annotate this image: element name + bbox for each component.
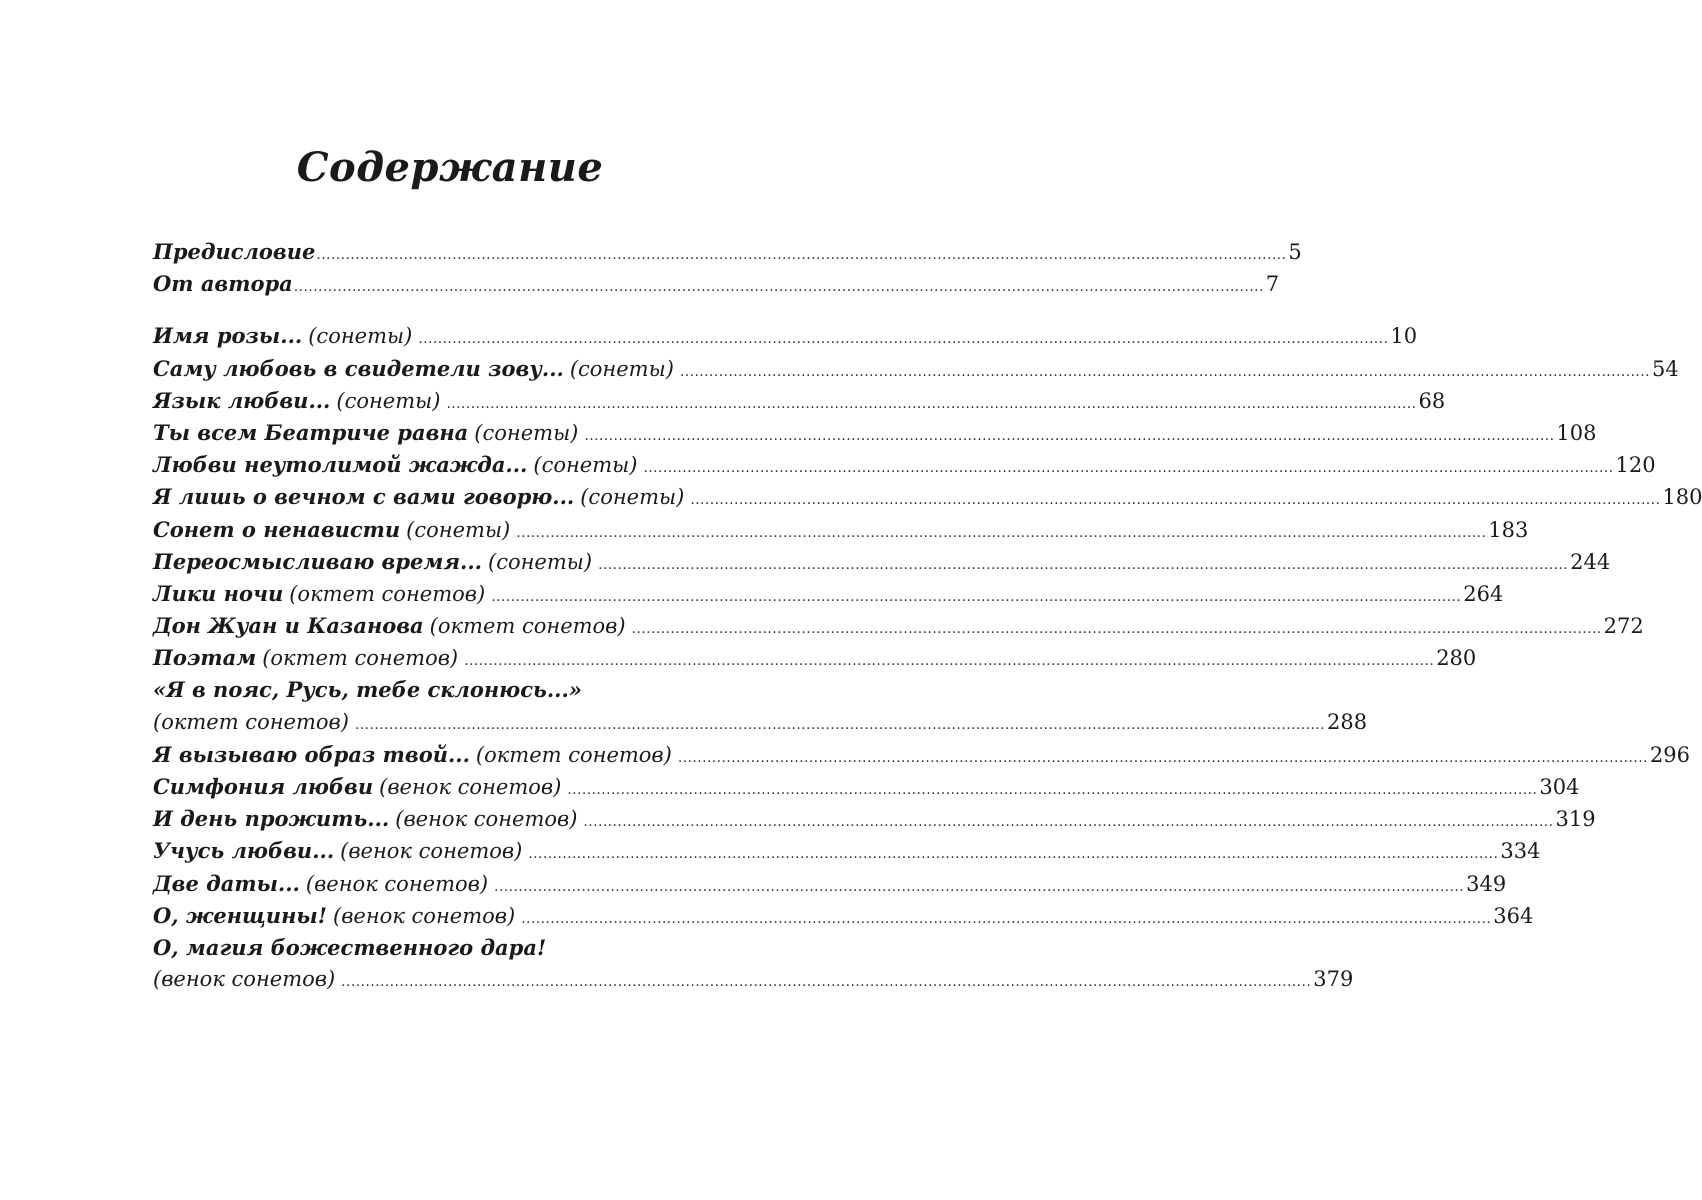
toc-entry-page: 379 bbox=[1313, 967, 1354, 992]
toc-entry-page: 364 bbox=[1493, 903, 1534, 928]
leader-dots: ........................................................................................................................................................................................................ bbox=[690, 492, 1661, 509]
toc-entries-list bbox=[153, 323, 1702, 999]
toc-entry-title: Язык любви... bbox=[153, 387, 331, 413]
toc-entry-page: 288 bbox=[1327, 709, 1368, 734]
toc-entry-title: Учусь любви... bbox=[153, 838, 335, 864]
toc-entry-title: Сонет о ненависти bbox=[153, 516, 401, 542]
toc-entry-page: 183 bbox=[1488, 517, 1529, 542]
toc-entry-title: «Я в пояс, Русь, тебе склонюсь...» bbox=[153, 677, 582, 703]
toc-entry[interactable] bbox=[153, 967, 1354, 999]
toc-entry-note: (октет сонетов) bbox=[153, 709, 349, 734]
toc-entry-page: 304 bbox=[1539, 775, 1580, 799]
toc-entry-page: 120 bbox=[1615, 453, 1656, 478]
front-matter-list bbox=[153, 239, 1302, 303]
leader-dots: ........................................................................................................................................................................................................ bbox=[528, 846, 1499, 863]
toc-entry-note: (сонеты) bbox=[569, 356, 674, 381]
toc-entry-note: (венок сонетов) bbox=[305, 871, 489, 896]
leader-dots: ........................................................................................................................................................................................................ bbox=[521, 910, 1492, 927]
toc-entry-note: (октет сонетов) bbox=[429, 614, 626, 639]
toc-entry-note: (сонеты) bbox=[488, 549, 593, 574]
toc-entry[interactable] bbox=[153, 902, 1534, 935]
toc-entry-page: 180 bbox=[1662, 485, 1702, 510]
toc-entry-note: (сонеты) bbox=[406, 517, 511, 542]
leader-dots: ........................................................................................................................................................................................................ bbox=[464, 653, 1435, 670]
toc-entry[interactable] bbox=[153, 838, 1541, 870]
toc-entry-note: (сонеты) bbox=[533, 453, 638, 478]
toc-entry-note: (венок сонетов) bbox=[395, 807, 578, 832]
leader-dots: ........................................................................................................................................................................................................ bbox=[584, 427, 1555, 444]
leader-dots: ........................................................................................................................................................................................................ bbox=[631, 621, 1602, 638]
toc-entry-page: 10 bbox=[1390, 324, 1418, 349]
toc-entry[interactable] bbox=[153, 613, 1644, 645]
page-title: Содержание bbox=[296, 144, 604, 191]
toc-entry-title: Я лишь о вечном с вами говорю... bbox=[153, 484, 575, 510]
toc-entry-preface[interactable] bbox=[153, 239, 1302, 271]
toc-entry-page: 7 bbox=[1265, 272, 1280, 297]
toc-entry-title: Поэтам bbox=[153, 645, 257, 671]
toc-entry[interactable] bbox=[153, 516, 1529, 549]
toc-entry[interactable] bbox=[153, 387, 1446, 420]
toc-entry-from-author[interactable] bbox=[153, 271, 1280, 303]
toc-entry-page: 280 bbox=[1436, 646, 1477, 671]
toc-entry-page: 272 bbox=[1603, 614, 1644, 639]
toc-entry-page: 349 bbox=[1466, 871, 1507, 896]
toc-entry-note: (сонеты) bbox=[474, 420, 579, 445]
toc-entry[interactable] bbox=[153, 419, 1597, 452]
toc-entry-title: Саму любовь в свидетели зову... bbox=[153, 355, 564, 381]
leader-dots: ........................................................................................................................................................................................................ bbox=[643, 460, 1614, 477]
leader-dots: ........................................................................................................................................................................................................ bbox=[516, 524, 1487, 541]
toc-entry-note: (сонеты) bbox=[336, 388, 441, 413]
leader-dots: ........................................................................................................................................................................................................ bbox=[677, 749, 1648, 766]
toc-entry[interactable] bbox=[153, 355, 1679, 388]
toc-entry[interactable] bbox=[153, 548, 1611, 581]
toc-entry-note: (октет сонетов) bbox=[262, 646, 459, 671]
toc-entry-page: 334 bbox=[1500, 839, 1541, 864]
toc-entry-title: Ты всем Беатриче равна bbox=[153, 419, 469, 445]
toc-entry[interactable] bbox=[153, 677, 758, 709]
toc-entry-page: 54 bbox=[1651, 356, 1679, 381]
toc-entry-note: (сонеты) bbox=[308, 324, 413, 349]
leader-dots: ........................................................................................................................................................................................................ bbox=[583, 814, 1554, 831]
toc-entry-page: 319 bbox=[1555, 807, 1596, 832]
toc-entry-title: Симфония любви bbox=[153, 774, 374, 799]
toc-entry[interactable] bbox=[153, 484, 1702, 516]
toc-entry-page: 5 bbox=[1288, 240, 1302, 264]
toc-entry-title: О, магия божественного дара! bbox=[153, 934, 547, 960]
toc-entry-title: Лики ночи bbox=[153, 580, 284, 606]
toc-entry-title: Я вызываю образ твой... bbox=[153, 741, 470, 767]
leader-dots: ........................................................................................................................................................................................................ bbox=[446, 395, 1417, 412]
toc-entry[interactable] bbox=[153, 870, 1507, 903]
toc-entry-note: (октет сонетов) bbox=[289, 581, 486, 606]
toc-entry-title: От автора bbox=[153, 271, 293, 297]
toc-entry[interactable] bbox=[153, 323, 1418, 355]
leader-dots: ........................................................................................................................................................................................................ bbox=[598, 556, 1569, 573]
leader-dots: ........................................................................................................................................................................................................ bbox=[354, 716, 1325, 733]
toc-entry[interactable] bbox=[153, 645, 1477, 677]
leader-dots: ........................................................................................................................................................................................................ bbox=[679, 363, 1650, 380]
toc-entry-title: Две даты... bbox=[153, 870, 300, 896]
leader-dots: ........................................................................................................................................................................................................ bbox=[567, 782, 1538, 798]
toc-entry-title: Дон Жуан и Казанова bbox=[153, 613, 424, 639]
toc-entry-title: Предисловие bbox=[153, 239, 316, 264]
leader-dots: ........................................................................................................................................................................................................ bbox=[418, 331, 1389, 348]
leader-dots: ........................................................................................................................................................................................................ bbox=[293, 279, 1264, 296]
toc-entry-title: Имя розы... bbox=[153, 323, 303, 349]
leader-dots: ........................................................................................................................................................................................................ bbox=[316, 247, 1287, 263]
toc-entry-page: 68 bbox=[1418, 388, 1446, 413]
toc-entry-page: 264 bbox=[1463, 581, 1504, 606]
toc-entry-page: 244 bbox=[1570, 549, 1611, 574]
toc-entry-title: И день прожить... bbox=[153, 806, 390, 832]
toc-entry[interactable] bbox=[153, 774, 1580, 806]
toc-entry-note: (венок сонетов) bbox=[333, 903, 516, 928]
toc-entry-title: О, женщины! bbox=[153, 902, 327, 928]
toc-entry-note: (венок сонетов) bbox=[340, 839, 523, 864]
toc-entry-note: (венок сонетов) bbox=[153, 967, 336, 992]
toc-entry[interactable] bbox=[153, 709, 1368, 742]
toc-entry-title: Любви неутолимой жажда... bbox=[153, 452, 528, 478]
toc-entry[interactable] bbox=[153, 806, 1596, 838]
toc-entry-note: (октет сонетов) bbox=[475, 742, 672, 767]
toc-entry-note: (венок сонетов) bbox=[379, 775, 562, 799]
toc-entry-title: Переосмысливаю время... bbox=[153, 548, 482, 574]
toc-entry[interactable] bbox=[153, 935, 758, 967]
leader-dots: ........................................................................................................................................................................................................ bbox=[491, 588, 1462, 605]
toc-entry-note: (сонеты) bbox=[580, 485, 685, 510]
table-of-contents bbox=[153, 239, 1702, 999]
toc-entry[interactable] bbox=[153, 580, 1504, 613]
toc-entry[interactable] bbox=[153, 741, 1690, 774]
leader-dots: ........................................................................................................................................................................................................ bbox=[341, 974, 1312, 991]
leader-dots: ........................................................................................................................................................................................................ bbox=[494, 878, 1465, 895]
toc-entry-page: 108 bbox=[1556, 420, 1597, 445]
toc-entry-page: 296 bbox=[1649, 742, 1690, 767]
toc-entry[interactable] bbox=[153, 452, 1656, 484]
